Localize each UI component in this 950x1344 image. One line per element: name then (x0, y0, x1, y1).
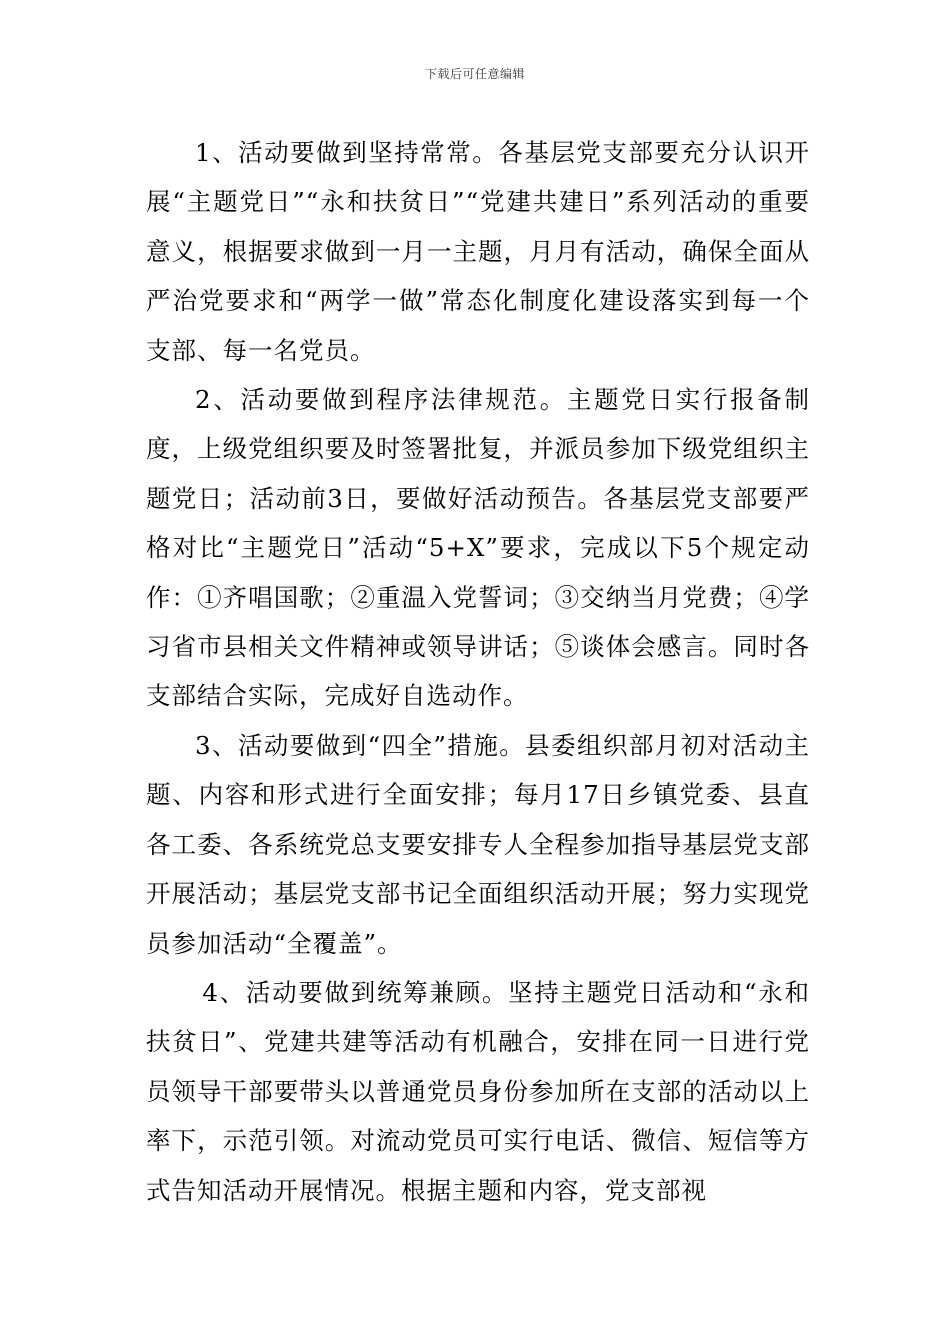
paragraph-3: 3、活动要做到“四全”措施。县委组织部月初对活动主题、内容和形式进行全面安排；每月17日乡镇党委、县直各工委、各系统党总支要安排专人全程参加指导基层党支部开展活动；基层党支部书记全面组织活动开展；努力实现党员参加活动“全覆盖”。 (146, 730, 810, 958)
paragraph-4: 4、活动要做到统筹兼顾。坚持主题党日活动和“永和扶贫日”、党建共建等活动有机融合，安排在同一日进行党员领导干部要带头以普通党员身份参加所在支部的活动以上率下，示范引领。对流动党员可实行电话、微信、短信等方式告知活动开展情况。根据主题和内容，党支部视 (146, 977, 810, 1205)
paragraph-2: 2、活动要做到程序法律规范。主题党日实行报备制度，上级党组织要及时签署批复，并派员参加下级党组织主题党日；活动前3日，要做好活动预告。各基层党支部要严格对比“主题党日”活动“5+X”要求，完成以下5个规定动作：①齐唱国歌；②重温入党誓词；③交纳当月党费；④学习省市县相关文件精神或领导讲话；⑤谈体会感言。同时各支部结合实际，完成好自选动作。 (146, 385, 810, 711)
paragraph-1: 1、活动要做到坚持常常。各基层党支部要充分认识开展“主题党日”“永和扶贫日”“党建共建日”系列活动的重要意义，根据要求做到一月一主题，月月有活动，确保全面从严治党要求和“两学一做”常态化制度化建设落实到每一个支部、每一名党员。 (146, 138, 810, 365)
document-body (146, 128, 810, 1215)
page-header-note: 下载后可任意编辑 (424, 67, 525, 81)
